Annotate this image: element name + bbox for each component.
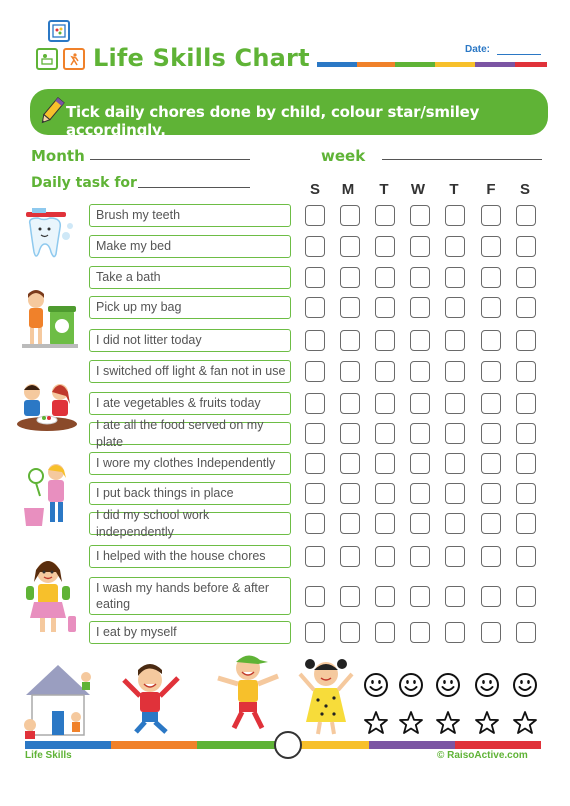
task-label: Brush my teeth — [89, 204, 291, 227]
tick-checkbox[interactable] — [410, 622, 430, 643]
week-field[interactable] — [382, 159, 542, 160]
footer-stripe-red — [455, 741, 541, 749]
tick-checkbox[interactable] — [445, 267, 465, 288]
tick-checkbox[interactable] — [340, 361, 360, 382]
tick-checkbox[interactable] — [375, 297, 395, 318]
tick-checkbox[interactable] — [445, 297, 465, 318]
tick-checkbox[interactable] — [340, 330, 360, 351]
tick-checkbox[interactable] — [516, 297, 536, 318]
tick-checkbox[interactable] — [340, 622, 360, 643]
tick-checkbox[interactable] — [516, 513, 536, 534]
tick-checkbox[interactable] — [481, 546, 501, 567]
footer-circle — [274, 731, 302, 759]
tick-checkbox[interactable] — [481, 423, 501, 444]
tick-checkbox[interactable] — [305, 205, 325, 226]
smiley-icon[interactable] — [398, 672, 424, 698]
tick-checkbox[interactable] — [481, 205, 501, 226]
task-label: I put back things in place — [89, 482, 291, 505]
runner-logo — [63, 48, 85, 70]
tick-checkbox[interactable] — [481, 297, 501, 318]
tick-checkbox[interactable] — [375, 205, 395, 226]
girl-polka-dress-illustration — [296, 656, 356, 736]
tick-checkbox[interactable] — [410, 423, 430, 444]
star-icon[interactable] — [363, 710, 389, 736]
header-stripe-blue — [317, 62, 357, 67]
palette-icon — [52, 24, 66, 38]
pencil-icon — [38, 95, 66, 127]
palette-logo — [48, 20, 70, 42]
tick-checkbox[interactable] — [375, 453, 395, 474]
tick-checkbox[interactable] — [481, 267, 501, 288]
tick-checkbox[interactable] — [305, 267, 325, 288]
tick-checkbox[interactable] — [410, 393, 430, 414]
girl-washing-hands-illustration — [22, 556, 80, 638]
tick-checkbox[interactable] — [410, 586, 430, 607]
day-header: M — [341, 181, 355, 198]
tick-checkbox[interactable] — [305, 423, 325, 444]
tick-checkbox[interactable] — [481, 361, 501, 382]
task-label: I did not litter today — [89, 329, 291, 352]
daily-task-label: Daily task for — [31, 175, 137, 191]
tick-checkbox[interactable] — [305, 622, 325, 643]
smiley-icon[interactable] — [474, 672, 500, 698]
kids-eating-illustration — [14, 378, 80, 432]
tick-checkbox[interactable] — [410, 236, 430, 257]
smiley-icon[interactable] — [363, 672, 389, 698]
task-label: I did my school work independently — [89, 512, 291, 535]
kids-logo — [36, 48, 58, 70]
girl-recycling-illustration — [14, 288, 80, 354]
tick-checkbox[interactable] — [305, 586, 325, 607]
tick-checkbox[interactable] — [445, 622, 465, 643]
tick-checkbox[interactable] — [516, 393, 536, 414]
footer-right-text: © RaisoActive.com — [437, 750, 528, 761]
smiley-icon[interactable] — [435, 672, 461, 698]
task-label: Make my bed — [89, 235, 291, 258]
tick-checkbox[interactable] — [410, 267, 430, 288]
day-header: S — [519, 181, 530, 198]
tick-checkbox[interactable] — [445, 586, 465, 607]
tick-checkbox[interactable] — [516, 586, 536, 607]
tick-checkbox[interactable] — [305, 393, 325, 414]
day-header: S — [309, 181, 320, 198]
month-label: Month — [31, 147, 85, 165]
task-label: I wore my clothes Independently — [89, 452, 291, 475]
tick-checkbox[interactable] — [305, 513, 325, 534]
tick-checkbox[interactable] — [375, 546, 395, 567]
day-header: F — [486, 181, 496, 198]
tick-checkbox[interactable] — [305, 361, 325, 382]
footer-stripe-purple — [369, 741, 455, 749]
header-stripe-yellow — [435, 62, 475, 67]
tick-checkbox[interactable] — [305, 297, 325, 318]
tick-checkbox[interactable] — [340, 453, 360, 474]
tick-checkbox[interactable] — [305, 236, 325, 257]
week-label: week — [321, 147, 366, 165]
tick-checkbox[interactable] — [340, 297, 360, 318]
page-title: Life Skills Chart — [93, 44, 310, 72]
girl-with-toys-illustration — [22, 462, 78, 528]
jumping-boy-illustration — [118, 656, 184, 736]
tick-checkbox[interactable] — [340, 423, 360, 444]
tick-checkbox[interactable] — [516, 423, 536, 444]
tick-checkbox[interactable] — [305, 453, 325, 474]
house-chores-illustration — [16, 655, 100, 739]
tick-checkbox[interactable] — [516, 330, 536, 351]
task-label: I helped with the house chores — [89, 545, 291, 568]
tick-checkbox[interactable] — [481, 236, 501, 257]
tick-checkbox[interactable] — [445, 513, 465, 534]
header-stripe-green — [395, 62, 435, 67]
task-label: Pick up my bag — [89, 296, 291, 319]
tick-checkbox[interactable] — [516, 622, 536, 643]
star-icon[interactable] — [474, 710, 500, 736]
tick-checkbox[interactable] — [445, 393, 465, 414]
star-icon[interactable] — [435, 710, 461, 736]
task-label: I ate vegetables & fruits today — [89, 392, 291, 415]
tick-checkbox[interactable] — [445, 453, 465, 474]
tick-checkbox[interactable] — [516, 361, 536, 382]
tick-checkbox[interactable] — [445, 330, 465, 351]
task-label: Take a bath — [89, 266, 291, 289]
footer-stripe-green — [197, 741, 283, 749]
tick-checkbox[interactable] — [481, 513, 501, 534]
task-label: I eat by myself — [89, 621, 291, 644]
footer-left-text: Life Skills — [25, 750, 72, 761]
tick-checkbox[interactable] — [410, 205, 430, 226]
tick-checkbox[interactable] — [445, 546, 465, 567]
tick-checkbox[interactable] — [305, 330, 325, 351]
tick-checkbox[interactable] — [340, 267, 360, 288]
tick-checkbox[interactable] — [375, 622, 395, 643]
tick-checkbox[interactable] — [481, 483, 501, 504]
tick-checkbox[interactable] — [375, 423, 395, 444]
daily-task-field[interactable] — [138, 187, 250, 188]
tick-checkbox[interactable] — [375, 267, 395, 288]
tick-checkbox[interactable] — [375, 483, 395, 504]
tick-checkbox[interactable] — [481, 330, 501, 351]
month-field[interactable] — [90, 159, 250, 160]
tick-checkbox[interactable] — [481, 622, 501, 643]
tick-checkbox[interactable] — [375, 361, 395, 382]
tick-checkbox[interactable] — [445, 483, 465, 504]
task-label: I ate all the food served on my plate — [89, 422, 291, 445]
tick-checkbox[interactable] — [481, 393, 501, 414]
star-icon[interactable] — [398, 710, 424, 736]
tick-checkbox[interactable] — [516, 267, 536, 288]
tick-checkbox[interactable] — [445, 423, 465, 444]
date-label: Date: — [465, 44, 491, 55]
tick-checkbox[interactable] — [340, 483, 360, 504]
kids-icon — [40, 52, 54, 66]
tick-checkbox[interactable] — [445, 236, 465, 257]
tick-checkbox[interactable] — [340, 205, 360, 226]
star-icon[interactable] — [512, 710, 538, 736]
tick-checkbox[interactable] — [481, 586, 501, 607]
tick-checkbox[interactable] — [375, 513, 395, 534]
tick-checkbox[interactable] — [445, 361, 465, 382]
tick-checkbox[interactable] — [516, 453, 536, 474]
banner-text: Tick daily chores done by child, colour star/smiley accordingly. — [66, 103, 480, 139]
tick-checkbox[interactable] — [410, 513, 430, 534]
smiley-icon[interactable] — [512, 672, 538, 698]
happy-boy-cap-illustration — [212, 648, 286, 734]
tick-checkbox[interactable] — [375, 393, 395, 414]
tick-checkbox[interactable] — [410, 453, 430, 474]
day-header: W — [410, 181, 426, 198]
tick-checkbox[interactable] — [410, 330, 430, 351]
header-stripe-orange — [357, 62, 395, 67]
task-label: I switched off light & fan not in use — [89, 360, 291, 383]
tick-checkbox[interactable] — [375, 330, 395, 351]
tick-checkbox[interactable] — [305, 546, 325, 567]
tooth-illustration — [18, 206, 80, 264]
day-header: T — [379, 181, 389, 198]
tick-checkbox[interactable] — [375, 586, 395, 607]
tick-checkbox[interactable] — [340, 393, 360, 414]
tick-checkbox[interactable] — [445, 205, 465, 226]
tick-checkbox[interactable] — [410, 483, 430, 504]
date-field[interactable] — [497, 54, 541, 55]
tick-checkbox[interactable] — [410, 361, 430, 382]
tick-checkbox[interactable] — [516, 483, 536, 504]
task-label: I wash my hands before & after eating — [89, 577, 291, 615]
tick-checkbox[interactable] — [516, 205, 536, 226]
footer-stripe-blue — [25, 741, 111, 749]
header-stripe-purple — [475, 62, 515, 67]
day-header: T — [449, 181, 459, 198]
tick-checkbox[interactable] — [340, 513, 360, 534]
tick-checkbox[interactable] — [340, 586, 360, 607]
tick-checkbox[interactable] — [481, 453, 501, 474]
tick-checkbox[interactable] — [516, 236, 536, 257]
tick-checkbox[interactable] — [305, 483, 325, 504]
tick-checkbox[interactable] — [410, 546, 430, 567]
tick-checkbox[interactable] — [340, 546, 360, 567]
tick-checkbox[interactable] — [516, 546, 536, 567]
tick-checkbox[interactable] — [340, 236, 360, 257]
footer-stripe-orange — [111, 741, 197, 749]
runner-icon — [67, 52, 81, 66]
header-stripe-red — [515, 62, 547, 67]
tick-checkbox[interactable] — [375, 236, 395, 257]
tick-checkbox[interactable] — [410, 297, 430, 318]
